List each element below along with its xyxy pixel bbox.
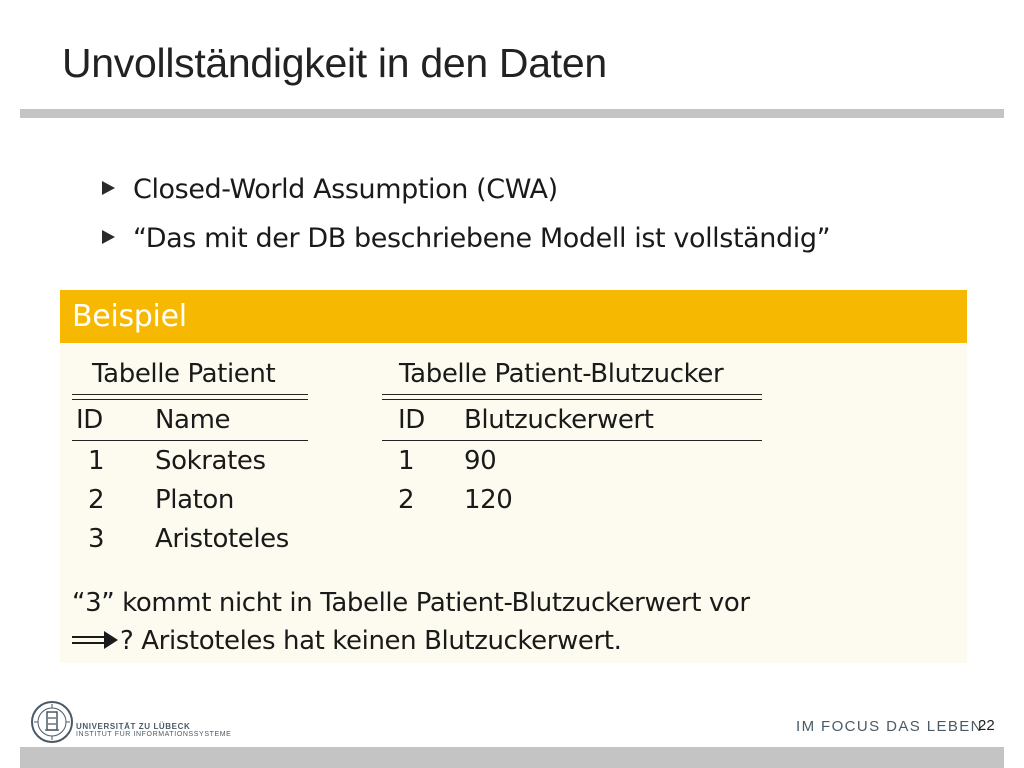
table-cell: 1 xyxy=(88,446,105,476)
column-header: Name xyxy=(155,405,231,435)
table-cell: 1 xyxy=(398,446,415,476)
table-cell: 120 xyxy=(464,485,513,515)
table-cell: 2 xyxy=(398,485,415,515)
table-caption: Tabelle Patient-Blutzucker xyxy=(399,359,724,389)
bullet-item xyxy=(102,168,830,217)
slide-title: Unvollständigkeit in den Daten xyxy=(62,40,607,86)
table-cell: Aristoteles xyxy=(155,524,289,554)
table-cell: Sokrates xyxy=(155,446,266,476)
title-divider xyxy=(20,109,1004,118)
footer-bar xyxy=(20,747,1004,768)
table-caption: Tabelle Patient xyxy=(92,359,276,389)
university-seal-icon xyxy=(30,700,74,744)
table-cell: Platon xyxy=(155,485,235,515)
table-top-rule xyxy=(72,394,308,395)
note-text: ? Aristoteles hat keinen Blutzuckerwert. xyxy=(120,626,622,656)
example-note-line-2 xyxy=(72,626,621,656)
table-header-rule xyxy=(382,440,762,441)
page-number: 22 xyxy=(978,717,995,734)
bullet-item xyxy=(102,217,830,266)
table-top-rule xyxy=(382,394,762,395)
triangle-bullet-icon xyxy=(102,181,115,195)
column-header: Blutzuckerwert xyxy=(464,405,654,435)
bullet-list xyxy=(102,168,830,266)
footer-slogan: IM FOCUS DAS LEBEN xyxy=(796,718,983,735)
column-header: ID xyxy=(398,405,425,435)
table-header-rule xyxy=(72,440,308,441)
bullet-text: Closed-World Assumption (CWA) xyxy=(133,174,558,205)
column-header: ID xyxy=(76,405,103,435)
bullet-text: “Das mit der DB beschriebene Modell ist vollständig” xyxy=(133,223,831,254)
table-cell: 90 xyxy=(464,446,497,476)
triangle-bullet-icon xyxy=(102,230,115,244)
university-name: UNIVERSITÄT ZU LÜBECK xyxy=(76,722,191,731)
double-arrow-implies-icon xyxy=(72,631,118,649)
table-top-rule xyxy=(382,399,762,400)
example-block xyxy=(60,290,967,663)
table-cell: 3 xyxy=(88,524,105,554)
example-block-header: Beispiel xyxy=(60,290,967,343)
table-cell: 2 xyxy=(88,485,105,515)
table-top-rule xyxy=(72,399,308,400)
example-note-line-1: “3” kommt nicht in Tabelle Patient-Blutzuckerwert vor xyxy=(72,588,750,618)
institute-name: INSTITUT FÜR INFORMATIONSSYSTEME xyxy=(76,731,232,738)
